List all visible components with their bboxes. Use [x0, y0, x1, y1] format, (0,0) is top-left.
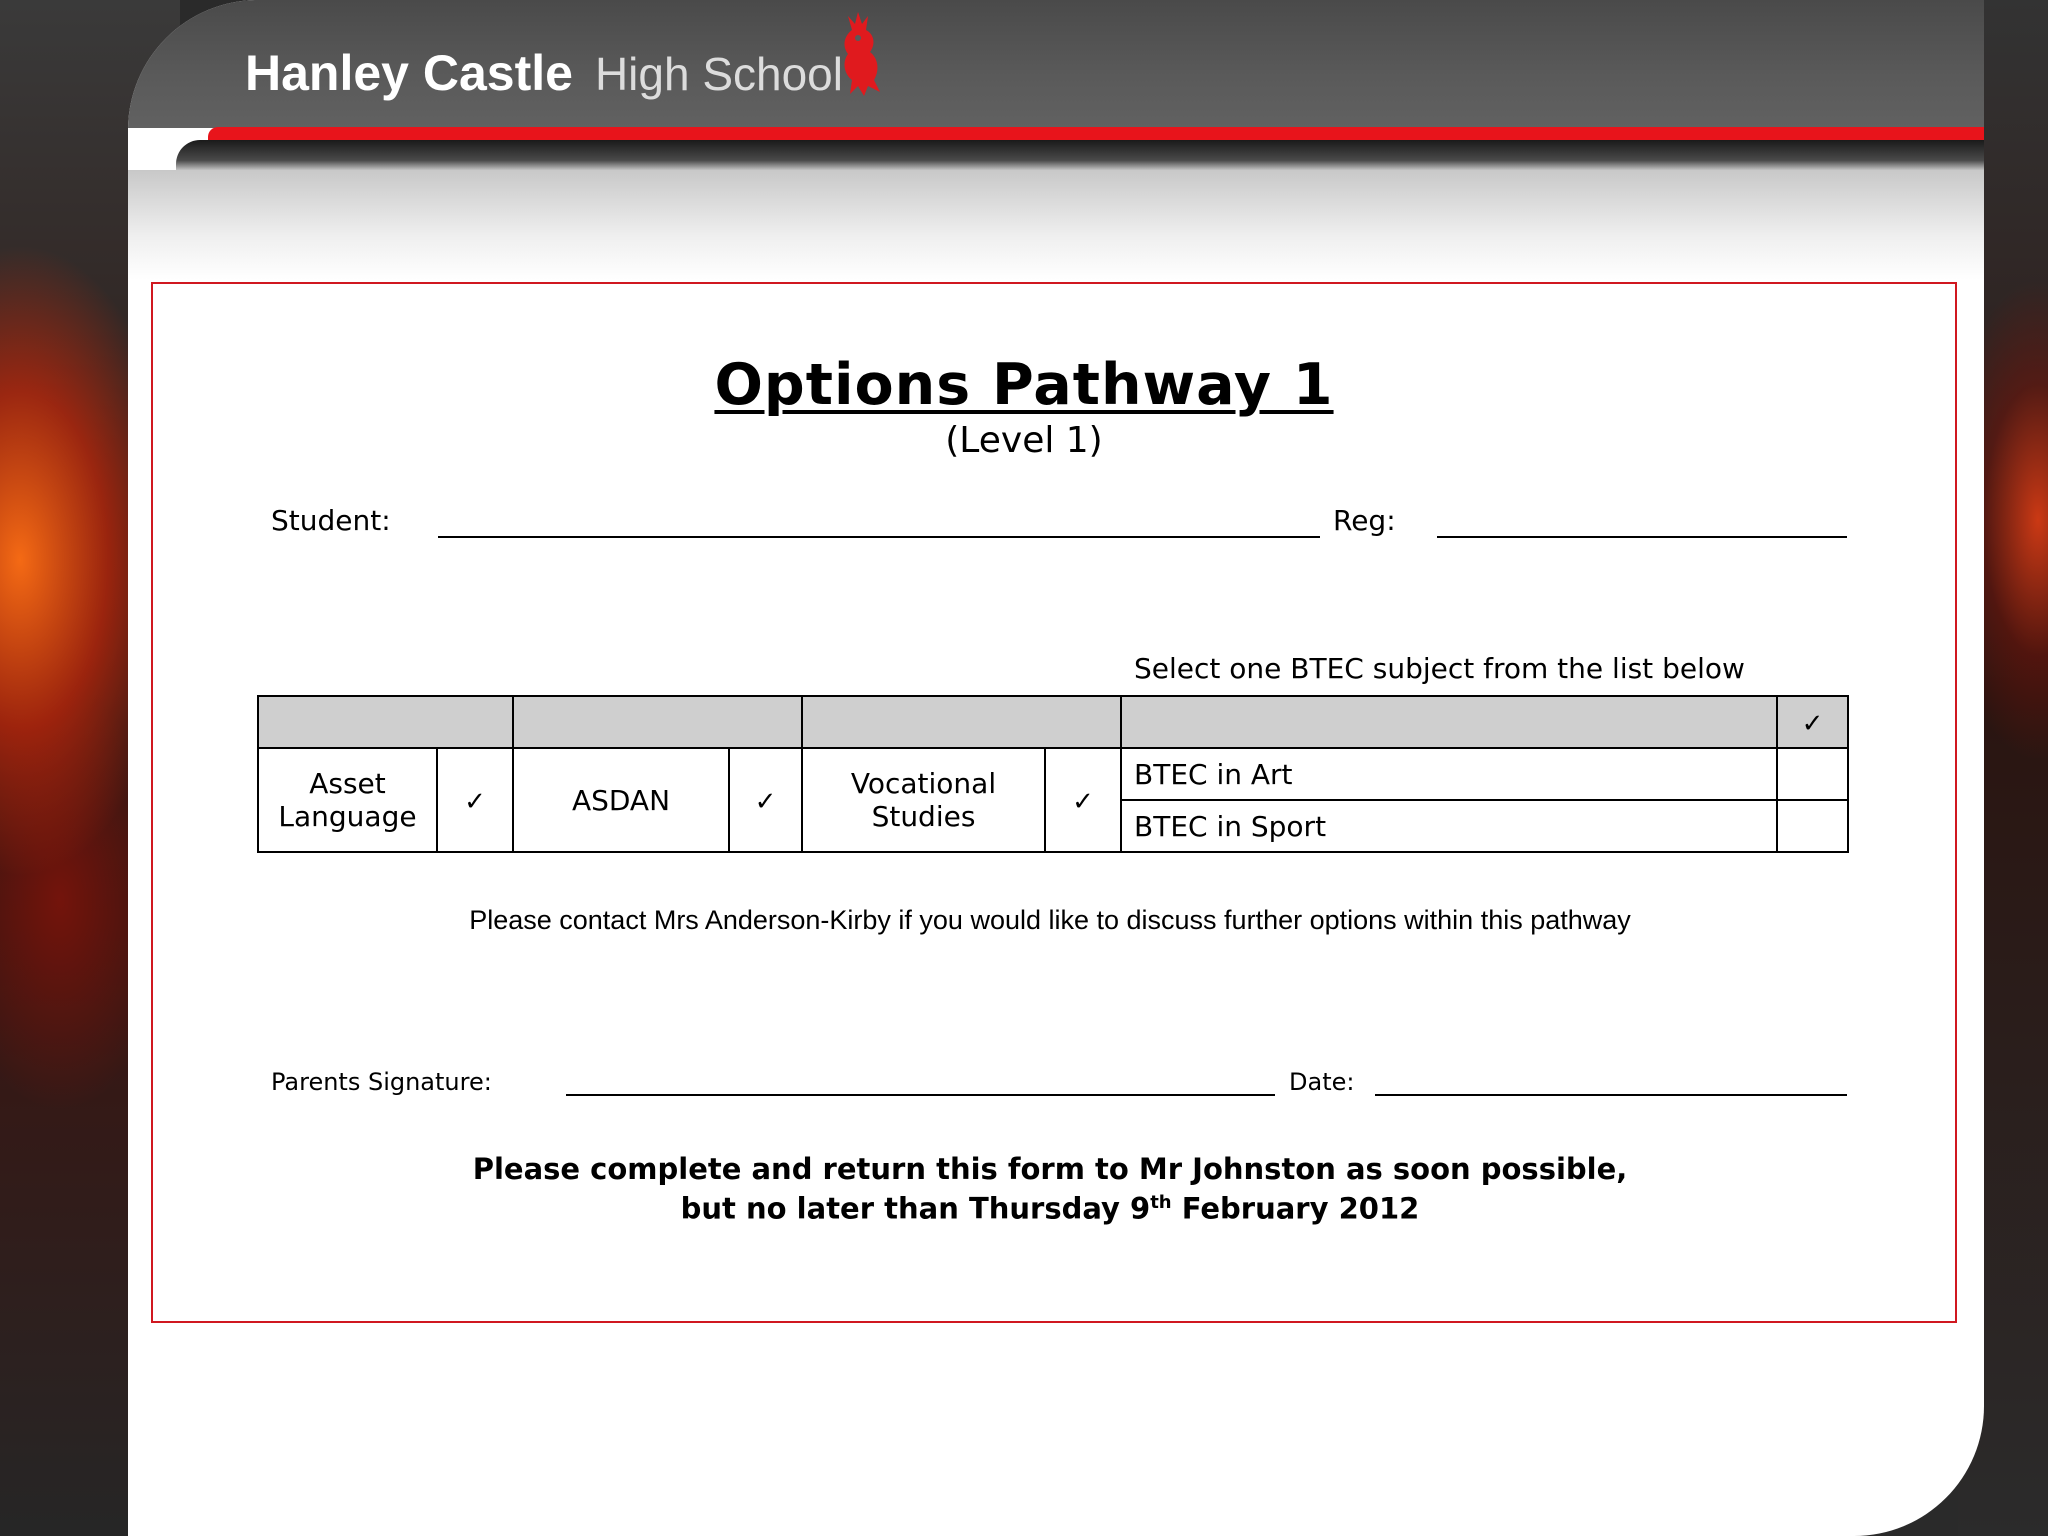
subject-asdan: ASDAN [513, 748, 729, 852]
return-instructions [0, 1153, 2048, 1226]
btec-option-sport: BTEC in Sport [1121, 800, 1777, 852]
btec-instruction: Select one BTEC subject from the list below [1134, 652, 1745, 685]
return-line-2-pre: but no later than Thursday 9 [680, 1191, 1151, 1226]
tick-vocational-studies[interactable] [1045, 748, 1121, 852]
header-cell-2 [513, 696, 802, 748]
btec-sport-tick-box[interactable] [1777, 800, 1848, 852]
btec-art-tick-box[interactable] [1777, 748, 1848, 800]
reg-label: Reg: [1333, 504, 1396, 537]
header-tick-icon: ✓ [1801, 708, 1824, 739]
parents-signature-field[interactable] [566, 1094, 1275, 1096]
form-title: Options Pathway 1 [714, 352, 1334, 418]
check-icon: ✓ [754, 786, 777, 817]
subject-vocational-studies: Vocational Studies [802, 748, 1045, 852]
btec-option-art: BTEC in Art [1121, 748, 1777, 800]
header-cell-3 [802, 696, 1121, 748]
table-row [258, 748, 1848, 800]
student-label: Student: [271, 504, 391, 537]
check-icon: ✓ [464, 786, 486, 817]
return-line-1: Please complete and return this form to Mr Johnston as soon possible, [472, 1152, 1628, 1186]
tick-asset-language[interactable] [437, 748, 513, 852]
school-name-strong: Hanley Castle [245, 45, 573, 101]
title-wrap [0, 352, 2048, 418]
student-field[interactable] [438, 536, 1320, 538]
subject-asset-language: Asset Language [258, 748, 437, 852]
header-fade [128, 170, 1984, 280]
header-tick-cell [1777, 696, 1848, 748]
school-name-light: High School [594, 48, 843, 100]
school-name [245, 44, 843, 102]
header-swoosh [176, 140, 1984, 174]
return-line-2 [0, 1186, 2048, 1226]
reg-field[interactable] [1437, 536, 1847, 538]
form-subtitle: (Level 1) [945, 420, 1103, 461]
table-header-row [258, 696, 1848, 748]
tick-asdan[interactable] [729, 748, 802, 852]
contact-note: Please contact Mrs Anderson-Kirby if you would like to discuss further options within this pathway [469, 905, 1631, 935]
header-cell-btec [1121, 696, 1777, 748]
check-icon: ✓ [1072, 786, 1094, 817]
date-field[interactable] [1375, 1094, 1847, 1096]
return-line-2-sup: th [1150, 1192, 1172, 1213]
options-table [257, 695, 1849, 853]
parents-signature-label: Parents Signature: [271, 1068, 492, 1096]
return-line-2-post: February 2012 [1171, 1191, 1420, 1226]
date-label: Date: [1289, 1068, 1355, 1096]
red-lion-logo-icon [828, 8, 888, 100]
header-cell-1 [258, 696, 513, 748]
